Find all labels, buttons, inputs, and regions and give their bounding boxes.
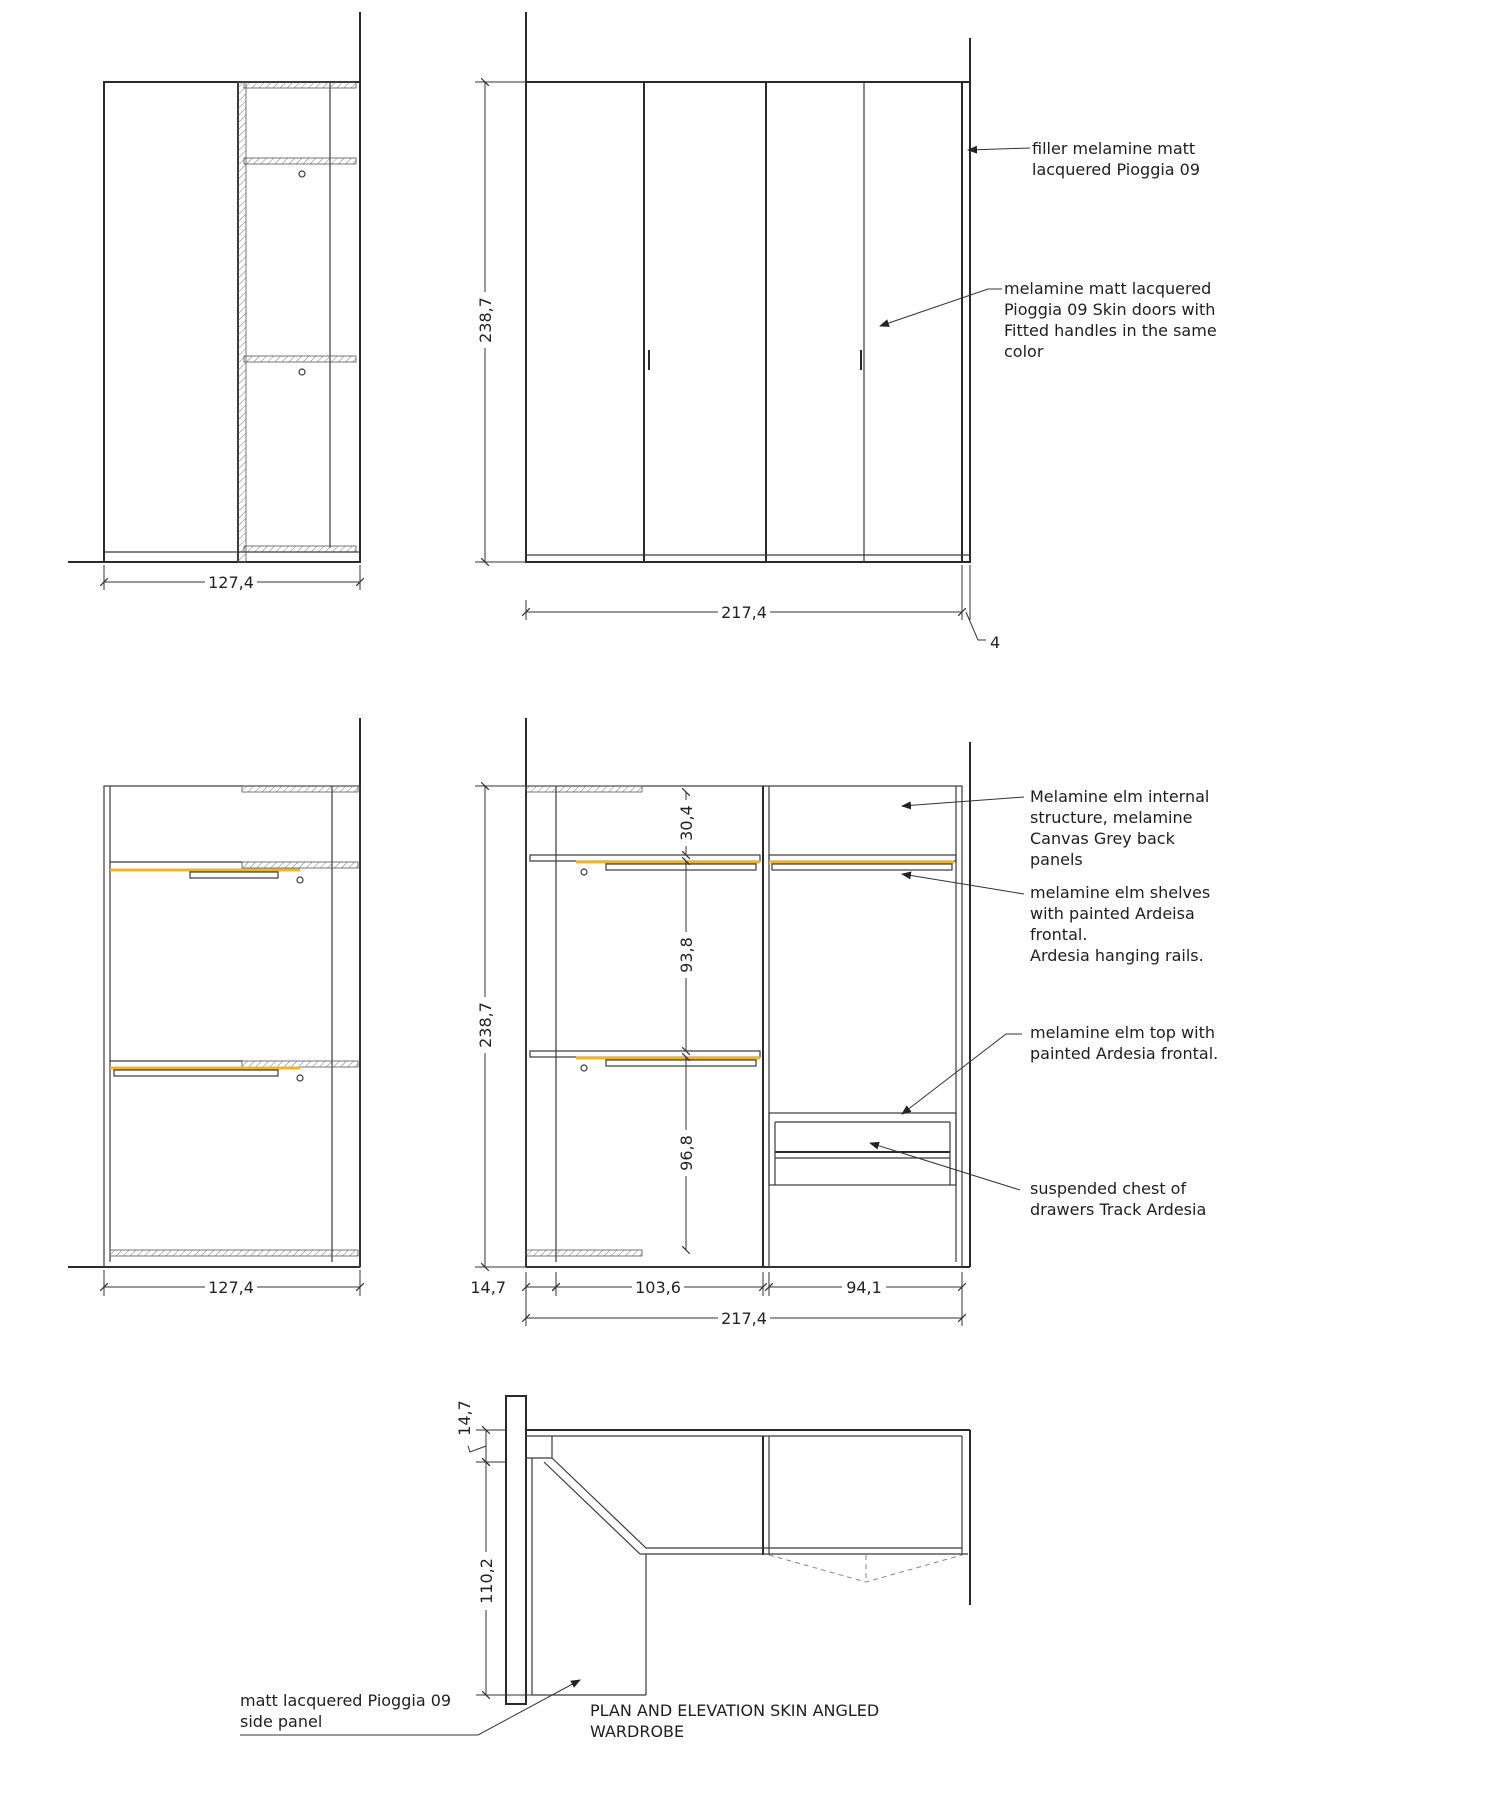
dim-label: 14,7: [455, 1400, 474, 1436]
dim-label: 93,8: [677, 937, 696, 973]
drawer-chest: [769, 1113, 956, 1185]
rail-hook: [297, 1075, 303, 1081]
rail-bar: [606, 1060, 756, 1066]
dim-label: 96,8: [677, 1135, 696, 1171]
leader-lines: [240, 148, 1030, 1735]
rail-bar: [190, 872, 278, 878]
rail-hook: [299, 369, 305, 375]
dim-label: 30,4: [677, 805, 696, 841]
rail-hook: [299, 171, 305, 177]
rail-bar: [772, 864, 952, 870]
drawing-title: PLAN AND ELEVATION SKIN ANGLED WARDROBE: [590, 1701, 880, 1741]
shelf: [530, 855, 760, 861]
mid-height-dimension: [472, 786, 528, 1267]
plan-depth-dimensions: [455, 1400, 532, 1695]
side-shelf: [242, 862, 358, 868]
dim-label: 14,7: [470, 1278, 506, 1297]
top-front-elevation: [526, 12, 970, 562]
note-top: melamine elm top with painted Ardesia frontal.: [1030, 1023, 1219, 1063]
side-panel: [506, 1396, 526, 1704]
dim-label: 127,4: [208, 1278, 254, 1297]
note-side-panel: matt lacquered Pioggia 09 side panel: [240, 1691, 452, 1731]
shelf: [530, 1051, 760, 1057]
dim-label: 238,7: [476, 297, 495, 343]
note-drawers: suspended chest of drawers Track Ardesia: [1030, 1179, 1207, 1219]
dim-label: 127,4: [208, 573, 254, 592]
top-front-width-dimension: [526, 565, 1000, 652]
rail-hook: [297, 877, 303, 883]
rail-hook: [581, 869, 587, 875]
rail-hook: [581, 1065, 587, 1071]
dim-label: 110,2: [477, 1558, 496, 1604]
side-shelf: [244, 158, 356, 164]
leader-line: [880, 289, 1002, 326]
filler-panel: [962, 82, 970, 562]
rail-bar: [606, 864, 756, 870]
mid-side-width-dimension: [104, 1270, 360, 1297]
side-shelf: [242, 1061, 358, 1067]
dim-label: 4: [990, 633, 1001, 652]
mid-horizontal-dimensions: [470, 1272, 962, 1328]
leader-line: [902, 874, 1024, 894]
note-internal-structure: Melamine elm internal structure, melamine Canvas Grey back panels: [1030, 787, 1210, 869]
shelf: [769, 855, 956, 861]
mid-side-elevation: [68, 718, 360, 1267]
dim-label: 103,6: [635, 1278, 681, 1297]
rail-bar: [114, 1070, 278, 1076]
note-doors: melamine matt lacquered Pioggia 09 Skin doors with Fitted handles in the same color: [1004, 279, 1217, 361]
plan-view: [506, 1396, 970, 1704]
dim-label: 217,4: [721, 1309, 767, 1328]
dim-label: 94,1: [846, 1278, 882, 1297]
leader-line: [968, 148, 1030, 150]
dim-label: 217,4: [721, 603, 767, 622]
top-height-dimension: [472, 82, 528, 562]
leader-line: [902, 797, 1024, 806]
top-side-elevation: [68, 12, 360, 562]
side-carcass: [104, 82, 360, 562]
mid-front-elevation: [526, 718, 970, 1267]
dim-label: 238,7: [476, 1002, 495, 1048]
top-side-width-dimension: [104, 565, 360, 592]
side-shelf: [244, 356, 356, 362]
front-carcass: [526, 82, 962, 562]
leader-line: [870, 1143, 1020, 1190]
note-filler: filler melamine matt lacquered Pioggia 09: [1032, 139, 1201, 179]
note-shelves: melamine elm shelves with painted Ardeisa frontal. Ardesia hanging rails.: [1030, 883, 1211, 965]
